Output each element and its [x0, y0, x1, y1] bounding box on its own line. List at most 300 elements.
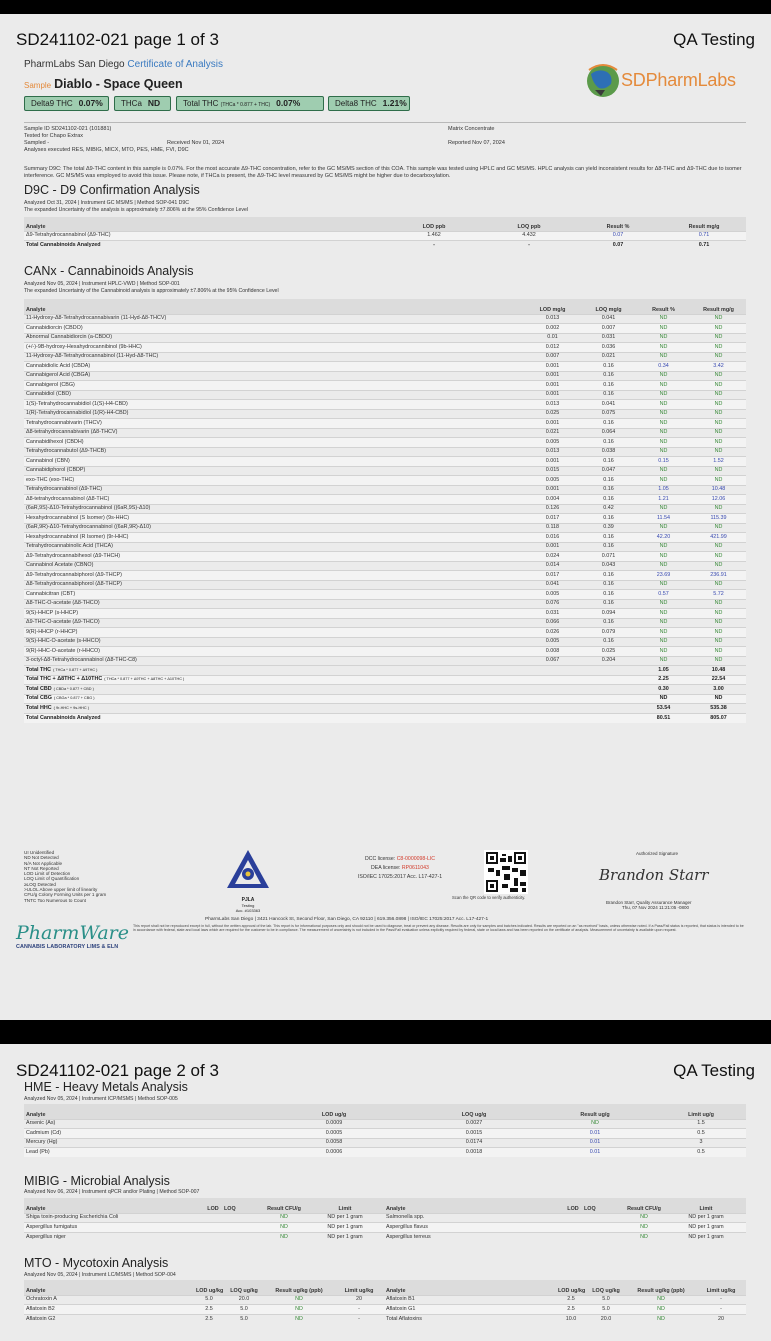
mto-table: [24, 1280, 746, 1324]
loq-cell: 0.041: [581, 314, 636, 324]
result-cell: ND: [262, 1223, 306, 1233]
loq-cell: 0.16: [581, 495, 636, 505]
analyte-cell: Ochratoxin A: [24, 1295, 194, 1305]
result-pct-cell: ND: [636, 419, 691, 429]
col-header: LOQ: [582, 1198, 622, 1213]
result-pct-cell: 0.30: [636, 685, 691, 695]
result-pct-cell: ND: [636, 390, 691, 400]
legend-item: ≥LOQ Detected: [24, 881, 56, 887]
total-row: [24, 685, 746, 695]
loq-cell: [222, 1232, 262, 1242]
table-row: [24, 523, 746, 533]
col-header: Analyte: [24, 217, 384, 231]
result-mgg-cell: 10.48: [691, 485, 746, 495]
sample-name: Diablo - Space Queen: [54, 77, 183, 91]
signer-name: Brandon Starr, Quality Assurance Manager: [606, 900, 692, 905]
lod-cell: 0.0058: [254, 1138, 414, 1148]
table-row: [24, 466, 746, 476]
hme-table: [24, 1104, 746, 1157]
result-pct-cell: ND: [636, 438, 691, 448]
canx-rows: [24, 314, 746, 666]
result-pct-cell: ND: [636, 504, 691, 514]
result-pct-cell: ND: [636, 343, 691, 353]
lod-cell: 0.008: [524, 647, 581, 657]
result-cell: ND: [626, 1305, 696, 1315]
limit-cell: 1.5: [656, 1119, 746, 1129]
empty-cell: [524, 685, 581, 695]
analyte-cell: Δ9-THC-O-acetate (Δ9-THCO): [24, 618, 524, 628]
table-row: [24, 628, 746, 638]
legend-item: NT Not Reported: [24, 865, 59, 871]
result-pct-cell: ND: [636, 609, 691, 619]
pjla-name: PJLA: [241, 897, 255, 903]
lod-cell: 0.005: [524, 438, 581, 448]
pill-delta8-thc: [328, 96, 410, 111]
lod-cell: [564, 1223, 582, 1233]
total-name: Total Cannabinoids Analyzed: [26, 714, 101, 721]
loq-cell: 0.16: [581, 419, 636, 429]
table-row: [24, 1119, 746, 1129]
result-cell: ND: [264, 1305, 334, 1315]
result-pct-cell: 2.25: [636, 675, 691, 685]
result-pct-cell: ND: [636, 542, 691, 552]
total-name: Total HHC: [26, 704, 52, 711]
result-mgg-cell: 12.06: [691, 495, 746, 505]
analyte-cell: Cannabidiolic Acid (CBDA): [24, 362, 524, 372]
loq-cell: 0.031: [581, 333, 636, 343]
lod-cell: 0.024: [524, 552, 581, 562]
col-header: LOQ ug/kg: [224, 1280, 264, 1295]
table-row: [24, 1138, 746, 1148]
lod-cell: 0.001: [524, 457, 581, 467]
table-row: [24, 324, 746, 334]
result-mgg-cell: ND: [691, 628, 746, 638]
mto-analyzed: Analyzed Nov 05, 2024 | Instrument LC/MSMS | Method SOP-004: [24, 1272, 176, 1278]
pill-delta9-thc: [24, 96, 109, 111]
result-pct-cell: ND: [636, 428, 691, 438]
result-pct-cell: ND: [636, 371, 691, 381]
empty-cell: [524, 694, 581, 704]
total-formula: ( CBGa * 0.877 + CBG ): [53, 696, 95, 701]
result-cell: ND: [626, 1295, 696, 1305]
col-header: Analyte: [24, 1280, 194, 1295]
table-row: [24, 409, 746, 419]
result-mgg-cell: 236.91: [691, 571, 746, 581]
loq-cell: 5.0: [586, 1295, 626, 1305]
result-cell: ND: [262, 1232, 306, 1242]
analyte-cell: Δ9-Tetrahydrocannabiphorol (Δ9-THCP): [24, 571, 524, 581]
limit-cell: -: [334, 1305, 384, 1315]
lod-cell: 0.013: [524, 447, 581, 457]
lod-cell: 0.041: [524, 580, 581, 590]
analyte-cell: Hexahydrocannabinol (R Isomer) (9r-HHC): [24, 533, 524, 543]
table-header: [24, 299, 746, 314]
analyte-cell: Cannabigerol (CBG): [24, 381, 524, 391]
table-row: [24, 390, 746, 400]
table-row: [24, 1295, 746, 1305]
empty-cell: [581, 713, 636, 723]
analyte-cell: Aflatoxin G1: [384, 1305, 556, 1315]
lod-cell: 0.017: [524, 571, 581, 581]
loq-cell: 20.0: [586, 1314, 626, 1324]
analyte-cell: 9(S)-HHC-O-acetate (s-HHCO): [24, 637, 524, 647]
analyte-cell: Δ8-tetrahydrocannabinol (Δ8-THC): [24, 495, 524, 505]
loq-cell: 0.041: [581, 400, 636, 410]
verification-qr-code[interactable]: [484, 850, 528, 894]
table-row: [24, 656, 746, 666]
result-pct-cell: ND: [636, 637, 691, 647]
table-row: [24, 428, 746, 438]
pharmware-tagline: CANNABIS LABORATORY LIMS & ELN: [16, 944, 119, 950]
lod-cell: 0.076: [524, 599, 581, 609]
result-mgg-cell: ND: [691, 561, 746, 571]
col-header: LOQ ug/g: [414, 1104, 534, 1119]
legend-item: LOD Limit of Detection: [24, 871, 71, 877]
loq-cell: 0.16: [581, 485, 636, 495]
result-mgg-cell: ND: [691, 476, 746, 486]
analyte-cell: Δ8-tetrahydrocannabivarin (Δ8-THCV): [24, 428, 524, 438]
result-cell: ND: [622, 1223, 666, 1233]
table-header: [24, 1104, 746, 1119]
analyte-cell: Aflatoxin G2: [24, 1314, 194, 1324]
loq-cell: 0.0018: [414, 1148, 534, 1158]
pjla-sub: Testing: [241, 903, 255, 908]
lab-globe-icon: [583, 60, 623, 100]
sample-label: Sample: [24, 81, 52, 90]
pharmware-name: PharmWare: [16, 922, 129, 944]
result-cell: 0.01: [534, 1148, 656, 1158]
limit-cell: 0.5: [656, 1148, 746, 1158]
lod-cell: 0.031: [524, 609, 581, 619]
result-pct-cell: 0.07: [574, 231, 662, 241]
result-mgg-cell: ND: [691, 647, 746, 657]
result-mgg-cell: ND: [691, 656, 746, 666]
analyte-cell: (+/-)-9B-hydroxy-Hexahydrocannibinol (9b-HHC): [24, 343, 524, 353]
result-mgg-cell: 535.38: [691, 704, 746, 714]
loq-cell: 0.16: [581, 590, 636, 600]
page-title: SD241102-021 page 2 of 3: [16, 1061, 219, 1080]
analyte-cell: 3-octyl-Δ8-Tetrahydrocannabinol (Δ8-THC-C8): [24, 656, 524, 666]
result-mgg-cell: ND: [691, 371, 746, 381]
canx-table: [24, 299, 746, 723]
col-header: LOQ ppb: [484, 217, 574, 231]
lod-cell: 0.025: [524, 409, 581, 419]
analyte-cell: Tetrahydrocannabinol (Δ9-THC): [24, 485, 524, 495]
loq-cell: 0.16: [581, 514, 636, 524]
result-cell: ND: [626, 1314, 696, 1324]
result-mgg-cell: ND: [691, 381, 746, 391]
lod-cell: 0.013: [524, 400, 581, 410]
loq-cell: [222, 1223, 262, 1233]
result-mgg-cell: 10.48: [691, 666, 746, 676]
result-mgg-cell: 1.52: [691, 457, 746, 467]
lod-cell: [204, 1213, 222, 1223]
legend-item: LOQ Limit of Quantification: [24, 876, 80, 882]
lod-cell: 0.001: [524, 371, 581, 381]
result-mgg-cell: 805.07: [691, 713, 746, 723]
total-name: Total THC: [26, 666, 52, 673]
table-row: [24, 637, 746, 647]
legend-item: CFU/g Colony Forming Units per 1 gram: [24, 892, 107, 898]
result-mgg-cell: 22.54: [691, 675, 746, 685]
analyte-cell: Tetrahydrocannabutol (Δ9-THCB): [24, 447, 524, 457]
result-mgg-cell: ND: [691, 343, 746, 353]
col-header: LOQ: [222, 1198, 262, 1213]
result-mgg-cell: ND: [691, 599, 746, 609]
analyte-cell: Δ9-Tetrahydrocannabihexol (Δ9-THCH): [24, 552, 524, 562]
lod-cell: [204, 1223, 222, 1233]
lod-cell: 0.021: [524, 428, 581, 438]
legend-item: UI Unidentified: [24, 850, 55, 855]
loq-cell: 0.16: [581, 381, 636, 391]
analyte-cell: Salmonella spp.: [384, 1213, 564, 1223]
result-mgg-cell: ND: [691, 609, 746, 619]
empty-cell: [581, 704, 636, 714]
table-row: [24, 476, 746, 486]
loq-cell: 0.0027: [414, 1119, 534, 1129]
lod-cell: 0.001: [524, 485, 581, 495]
lod-cell: 2.5: [194, 1305, 224, 1315]
result-pct-cell: ND: [636, 599, 691, 609]
loq-cell: 0.16: [581, 599, 636, 609]
canx-totals: [24, 666, 746, 723]
loq-cell: 0.16: [581, 362, 636, 372]
dcc-label: DCC license:: [364, 856, 396, 862]
result-pct-cell: 1.05: [636, 485, 691, 495]
coa-page-1: [0, 14, 771, 1020]
analyte-cell: 9(R)-HHC-O-acetate (r-HHCO): [24, 647, 524, 657]
table-row: [24, 400, 746, 410]
col-header: LOD ug/kg: [194, 1280, 224, 1295]
pjla-accreditation: [225, 848, 275, 918]
loq-cell: 5.0: [586, 1305, 626, 1315]
table-row: [24, 371, 746, 381]
sample-meta-left: [24, 126, 354, 154]
page-title: SD241102-021 page 1 of 3: [16, 30, 219, 49]
total-name: Total CBD: [26, 685, 52, 692]
lod-cell: 0.007: [524, 352, 581, 362]
limit-cell: 20: [696, 1314, 746, 1324]
lod-cell: 2.5: [194, 1314, 224, 1324]
table-row: [24, 599, 746, 609]
col-header: Limit ug/kg: [334, 1280, 384, 1295]
loq-cell: 0.025: [581, 647, 636, 657]
lod-cell: 0.017: [524, 514, 581, 524]
dea-value: RP0611043: [401, 865, 429, 871]
result-mgg-cell: 421.99: [691, 533, 746, 543]
result-cell: ND: [264, 1295, 334, 1305]
table-row: [24, 495, 746, 505]
limit-cell: ND per 1 gram: [306, 1223, 384, 1233]
result-mgg-cell: 3.42: [691, 362, 746, 372]
limit-cell: -: [696, 1305, 746, 1315]
loq-cell: 0.021: [581, 352, 636, 362]
result-pct-cell: ND: [636, 466, 691, 476]
result-mgg-cell: ND: [691, 428, 746, 438]
result-mgg-cell: ND: [691, 637, 746, 647]
result-pct-cell: 11.54: [636, 514, 691, 524]
analyte-cell: Cannabinol (CBN): [24, 457, 524, 467]
legend-item: N/A Not Applicable: [24, 860, 63, 866]
meta-matrix: Matrix Concentrate: [448, 126, 495, 132]
pill-label: Total THC: [183, 99, 219, 108]
col-header: Limit ug/g: [656, 1104, 746, 1119]
legend-item: >ULOL Above upper limit of linearity: [24, 887, 98, 893]
result-cell: ND: [534, 1119, 656, 1129]
table-row: [24, 1129, 746, 1139]
col-header: LOD ug/g: [254, 1104, 414, 1119]
total-name: Total THC + Δ8THC + Δ10THC: [26, 676, 103, 683]
legend-item: ND Not Detected: [24, 855, 59, 861]
loq-cell: 0.16: [581, 580, 636, 590]
analyte-cell: Hexahydrocannabinol (S Isomer) (9s-HHC): [24, 514, 524, 524]
lod-cell: 0.005: [524, 637, 581, 647]
result-pct-cell: ND: [636, 400, 691, 410]
result-mgg-cell: ND: [691, 419, 746, 429]
lod-cell: 0.001: [524, 419, 581, 429]
loq-cell: -: [484, 241, 574, 251]
pill-value: 1.21%: [382, 98, 407, 108]
lod-cell: 1.462: [384, 231, 484, 241]
result-pct-cell: 23.69: [636, 571, 691, 581]
analyte-cell: Cadmium (Cd): [24, 1129, 254, 1139]
table-row: [24, 352, 746, 362]
analyte-cell: 1(R)-Tetrahydrocannabidiol (1(R)-H4-CBD): [24, 409, 524, 419]
limit-cell: ND per 1 gram: [666, 1213, 746, 1223]
analyte-cell: Aflatoxin B1: [384, 1295, 556, 1305]
table-row: [24, 533, 746, 543]
result-pct-cell: ND: [636, 314, 691, 324]
table-header: [24, 217, 746, 231]
loq-cell: 0.079: [581, 628, 636, 638]
lod-cell: 0.002: [524, 324, 581, 334]
result-mgg-cell: ND: [691, 409, 746, 419]
empty-cell: [524, 704, 581, 714]
analyte-cell: Aspergillus terreus: [384, 1232, 564, 1242]
mibig-table: [24, 1198, 746, 1242]
total-label: Total Cannabinoids Analyzed: [24, 241, 384, 251]
analyte-cell: Abnormal Cannabidiorcin (a-CBDO): [24, 333, 524, 343]
table-row: [24, 542, 746, 552]
lod-cell: 0.067: [524, 656, 581, 666]
result-pct-cell: ND: [636, 324, 691, 334]
result-mgg-cell: ND: [691, 552, 746, 562]
table-row: [24, 571, 746, 581]
legend-item: TNTC Too Numerous to Count: [24, 897, 86, 903]
authorized-signature-label: Authorized Signature: [636, 851, 679, 856]
loq-cell: [582, 1213, 622, 1223]
loq-cell: 4.432: [484, 231, 574, 241]
empty-cell: [524, 675, 581, 685]
analyte-cell: Cannabidiol (CBD): [24, 390, 524, 400]
result-pct-cell: 53.54: [636, 704, 691, 714]
meta-sample-id: Sample ID SD241102-021 (101881): [24, 126, 112, 132]
table-row: [24, 561, 746, 571]
table-row: [24, 1223, 746, 1233]
col-header: Result mg/g: [662, 217, 746, 231]
col-header: LOQ ug/kg: [586, 1280, 626, 1295]
lod-cell: [564, 1232, 582, 1242]
limit-cell: ND per 1 gram: [306, 1213, 384, 1223]
analyte-cell: Total Aflatoxins: [384, 1314, 556, 1324]
result-mgg-cell: ND: [691, 324, 746, 334]
result-mgg-cell: 115.39: [691, 514, 746, 524]
table-row: [24, 1148, 746, 1158]
limit-cell: -: [696, 1295, 746, 1305]
empty-cell: [581, 694, 636, 704]
col-header: LOQ mg/g: [581, 299, 636, 314]
analyte-cell: Cannabinol Acetate (CBNO): [24, 561, 524, 571]
result-pct-cell: ND: [636, 656, 691, 666]
lod-cell: 0.066: [524, 618, 581, 628]
col-header: Limit: [306, 1198, 384, 1213]
analyte-cell: Mercury (Hg): [24, 1138, 254, 1148]
result-mgg-cell: ND: [691, 333, 746, 343]
loq-cell: 0.036: [581, 343, 636, 353]
loq-cell: 0.047: [581, 466, 636, 476]
mto-rows: [24, 1295, 746, 1324]
lod-cell: 0.014: [524, 561, 581, 571]
analyte-cell: Cannabigerol Acid (CBGA): [24, 371, 524, 381]
loq-cell: 0.064: [581, 428, 636, 438]
meta-tested-for: Tested for Chapo Extrax: [24, 133, 84, 139]
lod-cell: 0.013: [524, 314, 581, 324]
mto-title: MTO - Mycotoxin Analysis: [24, 1256, 169, 1270]
col-header: Analyte: [384, 1198, 564, 1213]
analyte-cell: 1(S)-Tetrahydrocannabidiol (1(S)-H4-CBD): [24, 400, 524, 410]
limit-cell: 3: [656, 1138, 746, 1148]
col-header: Result ug/kg (ppb): [626, 1280, 696, 1295]
meta-received: Received Nov 01, 2024: [167, 140, 225, 146]
hme-rows: [24, 1119, 746, 1157]
table-row: [24, 618, 746, 628]
pill-label: Delta9 THC: [31, 99, 73, 108]
analyte-cell: Cannabidiorcin (CBDO): [24, 324, 524, 334]
divider: [24, 122, 746, 123]
loq-cell: 20.0: [224, 1295, 264, 1305]
table-row: [24, 514, 746, 524]
result-pct-cell: ND: [636, 552, 691, 562]
loq-cell: 0.094: [581, 609, 636, 619]
lod-cell: 0.001: [524, 542, 581, 552]
lab-header: [24, 59, 223, 70]
analyte-cell: Δ8-THC-O-acetate (Δ8-THCO): [24, 599, 524, 609]
pill-formula: (THCa * 0.877 + THC): [220, 102, 271, 108]
limit-cell: ND per 1 gram: [666, 1223, 746, 1233]
meta-sampled: Sampled -: [24, 140, 50, 146]
hme-title: HME - Heavy Metals Analysis: [24, 1080, 188, 1094]
qr-caption: Scan the QR code to verify authenticity.: [452, 895, 526, 900]
hme-analyzed: Analyzed Nov 05, 2024 | Instrument ICP/MSMS | Method SOP-005: [24, 1096, 178, 1102]
analyte-cell: Aspergillus niger: [24, 1232, 204, 1242]
limit-cell: -: [334, 1314, 384, 1324]
analyte-cell: 9(S)-HHCP (s-HHCP): [24, 609, 524, 619]
limit-cell: ND per 1 gram: [306, 1232, 384, 1242]
result-mgg-cell: ND: [691, 314, 746, 324]
col-header: Analyte: [384, 1280, 556, 1295]
table-header: [24, 1280, 746, 1295]
lab-name: PharmLabs San Diego: [24, 59, 125, 70]
analyte-cell: Δ9-Tetrahydrocannabinol (Δ9-THC): [24, 231, 384, 241]
dea-label: DEA license:: [371, 865, 401, 871]
loq-cell: 0.16: [581, 438, 636, 448]
result-pct-cell: ND: [636, 476, 691, 486]
result-mgg-cell: ND: [691, 618, 746, 628]
table-row: [24, 362, 746, 372]
result-mgg-cell: ND: [691, 352, 746, 362]
col-header: LOD ppb: [384, 217, 484, 231]
result-mgg-cell: ND: [691, 694, 746, 704]
